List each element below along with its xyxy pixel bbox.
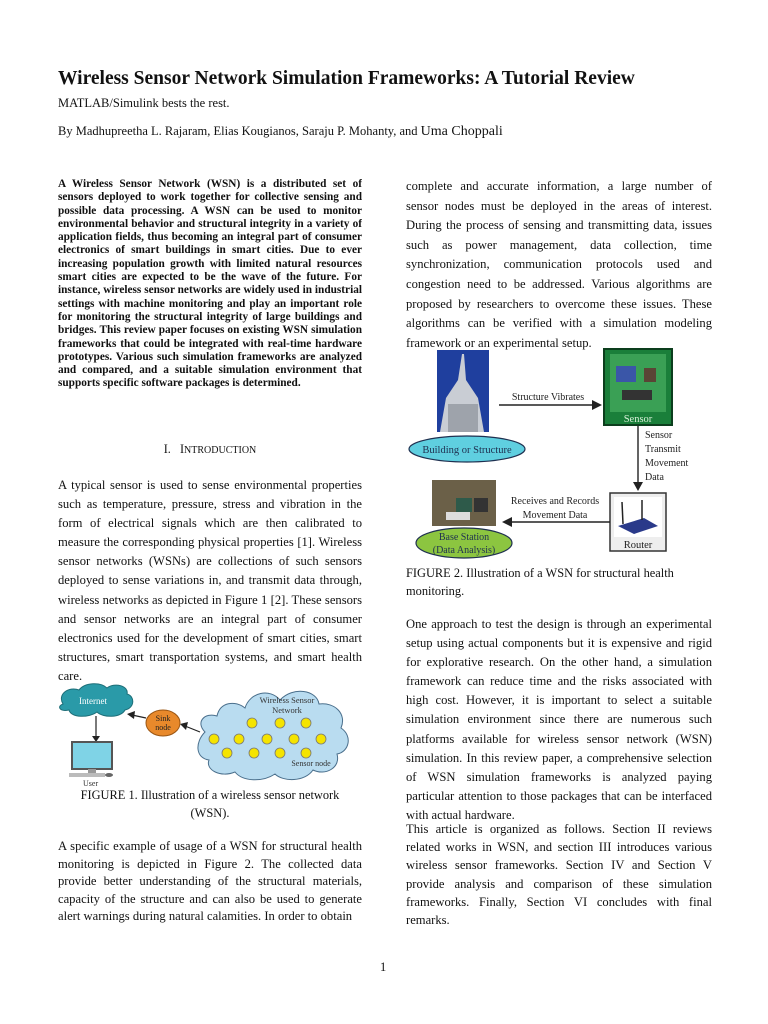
figure-2-shm-diagram — [400, 340, 720, 565]
base-label-2: (Data Analysis) — [432, 545, 496, 556]
text-line: for explorative research. On the other hand, a simulation — [406, 655, 712, 670]
text-line: provide analysis and comparison of these simulation — [406, 876, 712, 891]
transmit-label-1: Sensor — [645, 430, 673, 441]
base-label-1: Base Station — [438, 532, 490, 543]
text-line: smart cities are expected to be the wave of the future. For — [58, 271, 362, 284]
intro-paragraph-3 — [406, 177, 712, 353]
text-line: such as temperature, pressure, stress and vibration in the — [58, 497, 362, 512]
wsn-label-2: Network — [272, 705, 302, 715]
text-line: related works in WSN, and section III introduces various — [406, 840, 712, 855]
text-line: wireless sensor frameworks. Section IV and Section V — [406, 858, 712, 873]
text-line: structures, smart transportation systems, and smart health — [58, 649, 362, 664]
text-line: simulation. In this review paper, a comprehensive selection — [406, 750, 712, 765]
text-line: application fields, thus becoming an integral part of consumer — [58, 231, 362, 244]
text-line: framework or an experimental setup. — [406, 335, 592, 350]
text-line: complete and accurate information, a large number of — [406, 179, 712, 193]
router-label: Router — [623, 540, 653, 551]
text-line: measure the corresponding physical properties [1]. Wireless — [58, 535, 362, 550]
section-heading-introduction — [58, 442, 362, 457]
text-line: A typical sensor is used to sense environmental properties — [58, 478, 362, 492]
page-number: 1 — [380, 960, 387, 974]
sensor-label: Sensor — [623, 414, 653, 425]
text-line: sensors deployed to work together for collective sensing and — [58, 191, 362, 204]
text-line: electronics used for the development of smart cities, smart — [58, 630, 362, 645]
text-line: such as power management, data collection, time — [406, 237, 712, 252]
sensor-node-label: Sensor node — [291, 759, 331, 768]
intro-paragraph-2 — [58, 838, 362, 926]
text-line: prototypes. Various such simulation frameworks are analyzed — [58, 350, 362, 363]
intro-paragraph-4 — [406, 615, 712, 825]
text-line: bridges. This review paper focuses on existing WSN simulation — [58, 324, 362, 337]
abstract — [58, 178, 362, 391]
intro-paragraph-1 — [58, 476, 362, 686]
caption-line: FIGURE 2. Illustration of a WSN for structural health — [406, 566, 674, 580]
text-line: particular attention to those packages that can be interfaced — [406, 788, 712, 803]
text-line: setup using actual components but it is expensive and rigid — [406, 636, 712, 651]
structure-vibrates-label: Structure Vibrates — [511, 392, 585, 403]
text-line: provide better understanding of the structural materials, — [58, 874, 362, 889]
text-line: framework can reduce time and the risks associated with — [406, 674, 712, 689]
intro-paragraph-5 — [406, 820, 712, 929]
paper-title: Wireless Sensor Network Simulation Frameworks: A Tutorial Review — [58, 68, 635, 89]
text-line: with actual hardware. — [406, 807, 515, 822]
text-line: and compared, and a suitable simulation environment that — [58, 364, 362, 377]
text-line: monitoring is depicted in Figure 2. The collected data — [58, 856, 362, 871]
caption-line: monitoring. — [406, 584, 465, 598]
text-line: wireless networks as depicted in Figure 1 [2]. These sensors — [58, 592, 362, 607]
transmit-label-2: Transmit — [645, 444, 681, 455]
text-line: capacity of the structure and can also be used to generate — [58, 891, 362, 906]
transmit-label-3: Movement — [645, 458, 689, 469]
text-line: simulation environment since there are numerous such — [406, 712, 712, 727]
text-line: care. — [58, 668, 83, 683]
text-line: settings with machine monitoring and play an important role — [58, 297, 362, 310]
text-line: frameworks. Finally, Section VI concludes with final — [406, 894, 712, 909]
text-line: instance, wireless sensor networks are widely used in industrial — [58, 284, 362, 297]
text-line: One approach to test the design is through an experimental — [406, 617, 712, 631]
building-label: Building or Structure — [422, 445, 512, 456]
text-line: frameworks that could be integrated with real-time hardware — [58, 337, 362, 350]
caption-line: FIGURE 1. Illustration of a wireless sensor network — [80, 788, 340, 802]
sink-label-1: Sink — [155, 714, 171, 723]
text-line: synchronization, communication protocols used and — [406, 257, 712, 272]
text-line: sensor nodes must be deployed in the areas of interest. — [406, 198, 712, 213]
building-image — [437, 350, 489, 432]
user-computer-icon — [69, 742, 113, 777]
text-line: increasing population growth with limited natural resources — [58, 257, 362, 270]
section-number: I. — [163, 442, 171, 456]
author-last: Uma Choppali — [420, 124, 503, 139]
section-title-rest: NTRODUCTION — [184, 445, 257, 456]
sink-label-2: node — [155, 723, 171, 732]
text-line: proposed by researchers to overcome these issues. These — [406, 296, 712, 311]
caption-line: (WSN). — [190, 806, 230, 820]
figure-1-caption — [58, 786, 362, 822]
transmit-label-4: Data — [645, 472, 664, 483]
text-line: supports specific software packages is determined. — [58, 377, 301, 390]
text-line: algorithms can be verified with a simulation modeling — [406, 316, 712, 331]
text-line: high cost. However, it is important to select a suitable — [406, 693, 712, 708]
text-line: This article is organized as follows. Section II reviews — [406, 822, 712, 836]
text-line: of WSN simulation frameworks is analyzed paying — [406, 769, 712, 784]
text-line: and sensor networks are an integral part of consumer — [58, 611, 362, 626]
internet-label: Internet — [79, 696, 107, 706]
text-line: platforms available for wireless sensor network (WSN) — [406, 731, 712, 746]
wsn-label-1: Wireless Sensor — [259, 695, 315, 705]
figure-2-caption — [406, 564, 712, 600]
text-line: possible data processing. A WSN can be used to monitor — [58, 204, 362, 217]
text-line: deployed to sense variations in, and transmit data through, — [58, 573, 362, 588]
authors-list: By Madhupreetha L. Rajaram, Elias Kougianos, Saraju P. Mohanty, and — [58, 124, 418, 138]
receives-label-1: Receives and Records — [510, 496, 600, 507]
text-line: During the process of sensing and transmitting data, issues — [406, 218, 712, 233]
text-line: A Wireless Sensor Network (WSN) is a distributed set of — [58, 178, 362, 190]
user-label: User — [83, 779, 99, 787]
text-line: alert warnings during natural calamities. In order to obtain — [58, 909, 353, 924]
paper-subtitle: MATLAB/Simulink bests the rest. — [58, 96, 230, 110]
text-line: remarks. — [406, 913, 450, 928]
receives-label-2: Movement Data — [522, 510, 588, 521]
text-line: A specific example of usage of a WSN for structural health — [58, 839, 362, 853]
section-title-initial: I — [179, 442, 185, 456]
figure-1-wsn-diagram — [55, 682, 365, 787]
text-line: form of electrical signals which are then calibrated to — [58, 516, 362, 531]
text-line: for monitoring the structural integrity of large buildings and — [58, 310, 362, 323]
text-line: environmental behavior and structural integrity in a variety of — [58, 217, 362, 230]
base-station-image — [432, 480, 496, 526]
author-line — [58, 124, 503, 140]
text-line: electronics of smart buildings in smart cities. Due to ever — [58, 244, 362, 257]
text-line: congestion need to be addressed. Various algorithms are — [406, 276, 712, 291]
text-line: sensor networks (WSNs) are collections of such sensors — [58, 554, 362, 569]
